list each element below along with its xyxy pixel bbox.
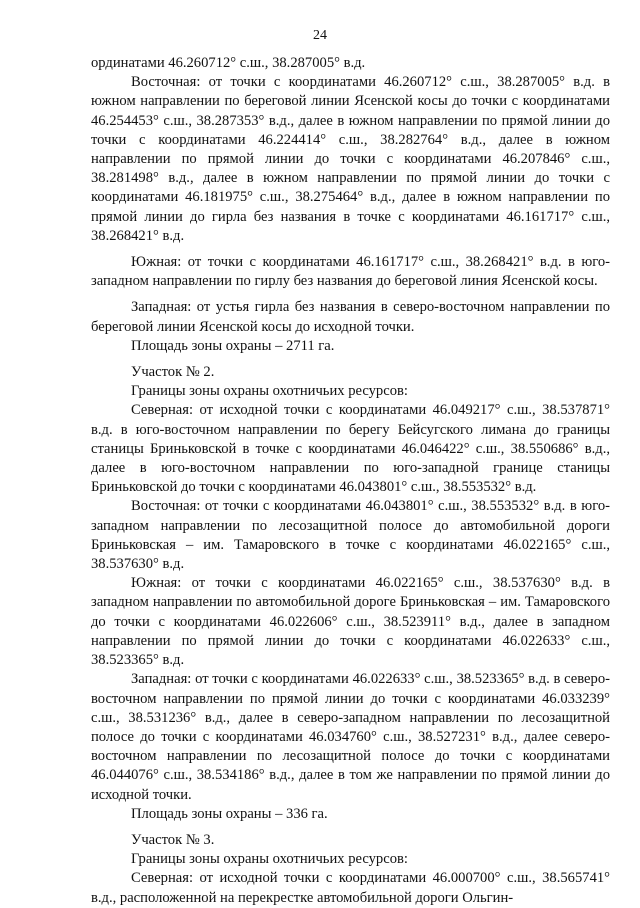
paragraph-east-boundary-1: Восточная: от точки с координатами 46.260712° с.ш., 38.287005° в.д. в южном направлении по береговой линии Ясенской косы до точки с координатами 46.254453° с.ш., 38.287353° в.д., далее в южном направлении по прямой линии до точки с координатами 46.224414° с.ш., 38.282764° в.д., далее в южном направлении по прямой линии до точки с координатами 46.207846° с.ш., 38.281498° в.д., далее в южном направлении по прямой линии до точки с координатами 46.181975° с.ш., 38.275464° в.д., далее в южном направлении по прямой линии до гирла без названия в точке с координатами 46.161717° с.ш., 38.268421° в.д. xyxy=(91,74,610,244)
paragraph-boundaries-heading-2: Границы зоны охраны охотничьих ресурсов: xyxy=(131,383,408,400)
page-number: 24 xyxy=(313,28,327,43)
paragraph-south-boundary-2: Южная: от точки с координатами 46.022165° с.ш., 38.537630° в.д. в западном направлении по автомобильной дороге Бриньковская – им. Тамаровского до точки с координатами 46.022606° с.ш., 38.523911° в.д., далее в западном направлении по прямой линии до точки с координатами 46.022633° с.ш., 38.523365° в.д. xyxy=(91,575,610,669)
section-heading-plot-3: Участок № 3. xyxy=(131,831,215,848)
paragraph-area-2: Площадь зоны охраны – 336 га. xyxy=(131,805,328,822)
paragraph-west-boundary-2: Западная: от точки с координатами 46.022633° с.ш., 38.523365° в.д. в северо-восточном направлении по прямой линии до точки с координатами 46.033239° с.ш., 38.531236° в.д., далее в северо-западном направлении по лесозащитной полосе до точки с координатами 46.034760° с.ш., 38.527231° в.д., далее северо-восточном направлении по лесозащитной полосе до точки с координатами 46.044076° с.ш., 38.534186° в.д., далее в том же направлении по прямой линии до исходной точки. xyxy=(91,671,610,803)
paragraph-area-1: Площадь зоны охраны – 2711 га. xyxy=(131,337,335,354)
paragraph-north-boundary-3: Северная: от исходной точки с координатами 46.000700° с.ш., 38.565741° в.д., расположенной на перекрестке автомобильной дороги Ольгин- xyxy=(91,870,610,906)
document-body xyxy=(91,54,610,908)
paragraph-continuation: ординатами 46.260712° с.ш., 38.287005° в.д. xyxy=(91,55,366,71)
paragraph-boundaries-heading-3: Границы зоны охраны охотничьих ресурсов: xyxy=(131,851,408,868)
paragraph-east-boundary-2: Восточная: от точки с координатами 46.043801° с.ш., 38.553532° в.д. в юго-западном направлении по лесозащитной полосе до автомобильной дороги Бриньковская – им. Тамаровского в точке с координатами 46.022165° с.ш., 38.537630° в.д. xyxy=(91,498,610,573)
section-heading-plot-2: Участок № 2. xyxy=(131,364,215,381)
paragraph-south-boundary-1: Южная: от точки с координатами 46.161717° с.ш., 38.268421° в.д. в юго-западном направлении по гирлу без названия до береговой линия Ясенской косы. xyxy=(91,254,610,290)
paragraph-north-boundary-2: Северная: от исходной точки с координатами 46.049217° с.ш., 38.537871° в.д. в юго-восточном направлении по берегу Бейсугского лимана до границы станицы Бриньковской в точке с координатами 46.046422° с.ш., 38.550686° в.д., далее в юго-восточном направлении по юго-западной границе станицы Бриньковской до точки с координатами 46.043801° с.ш., 38.553532° в.д. xyxy=(91,402,610,496)
paragraph-west-boundary-1: Западная: от устья гирла без названия в северо-восточном направлении по береговой линии Ясенской косы до исходной точки. xyxy=(91,299,610,335)
